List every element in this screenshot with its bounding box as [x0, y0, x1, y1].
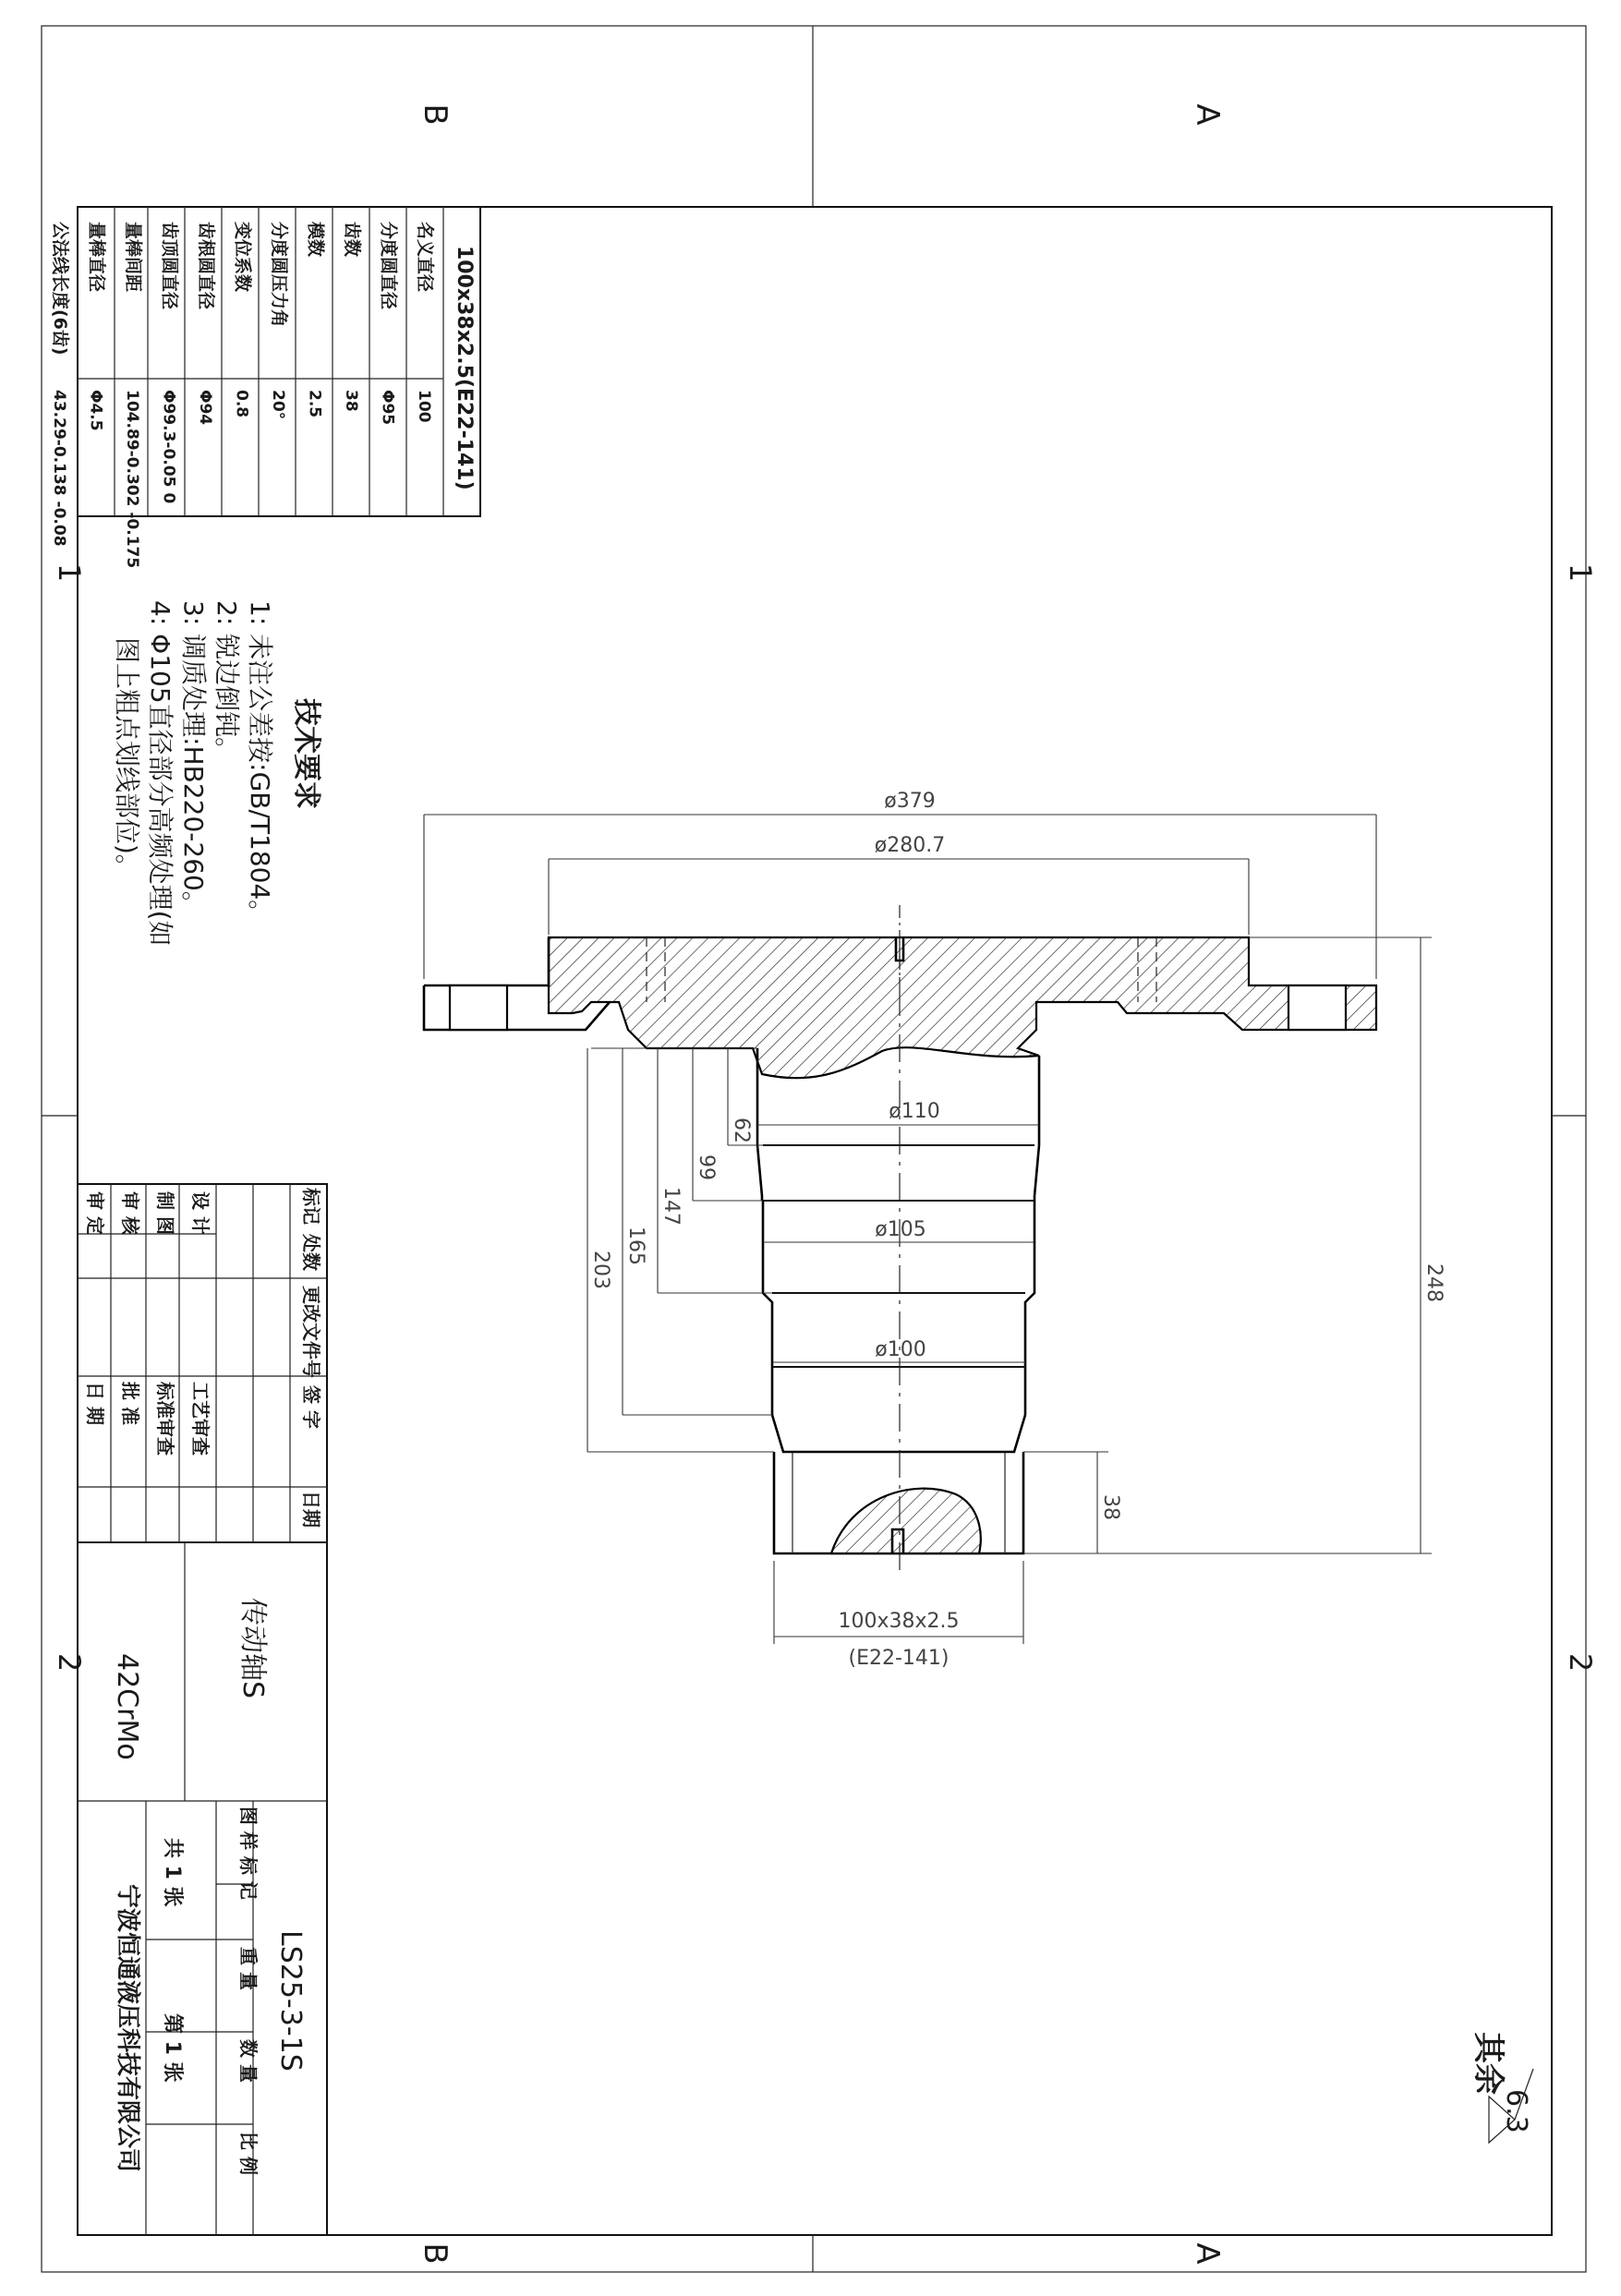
- dim-dia-105: ø105: [875, 1218, 926, 1241]
- tech-req-item: 1: 未注公差按:GB/T1804。: [245, 600, 275, 926]
- drawing-number: LS25-3-1S: [274, 1930, 307, 2072]
- dim-dia-280: ø280.7: [874, 834, 946, 857]
- gear-row-value: 100: [415, 390, 433, 423]
- tech-req-item: 3: 调质处理:HB220-260。: [178, 600, 209, 917]
- surface-finish-value: 6.3: [1500, 2089, 1532, 2133]
- zone-b-top: B: [417, 103, 454, 126]
- dim-len-62: 62: [730, 1118, 753, 1143]
- role2-label: 工艺审查: [189, 1382, 212, 1456]
- gear-row-value: Φ4.5: [86, 390, 105, 431]
- surface-finish-note: [1470, 2032, 1533, 2143]
- property-header: 重 量: [237, 1947, 260, 1990]
- tech-req-item: 4: Φ105直径部分高频处理(如: [145, 600, 175, 947]
- revision-block: [78, 1184, 327, 1542]
- gear-row-value: 20°: [269, 390, 287, 420]
- gear-row-label: 量棒间距: [123, 222, 143, 293]
- gear-row-label: 分度圆压力角: [269, 222, 289, 328]
- dim-spline-2: (E22-141): [848, 1647, 950, 1670]
- dim-dia-110: ø110: [889, 1100, 940, 1123]
- gear-row-label: 量棒直径: [86, 222, 107, 293]
- gear-row-value: 38: [342, 390, 360, 412]
- dim-len-38: 38: [1099, 1494, 1122, 1520]
- gear-row-label: 齿根圆直径: [196, 222, 216, 310]
- sheet-number: 第 1 张: [161, 2013, 184, 2083]
- gear-row-label: 变位系数: [232, 222, 253, 293]
- rev-header: 日期: [300, 1491, 322, 1528]
- rev-header: 处数: [300, 1234, 322, 1271]
- zone-b-bottom: B: [417, 2242, 454, 2265]
- rev-header: 标记: [300, 1188, 322, 1225]
- gear-row-label: 齿数: [342, 222, 362, 258]
- tech-req-heading: 技术要求: [290, 698, 322, 809]
- zone-1-left: 1: [52, 562, 87, 583]
- gear-row-label: 齿顶圆直径: [159, 222, 180, 310]
- outer-border: [42, 26, 1586, 2272]
- part-section-view: [424, 790, 1446, 1670]
- surface-finish-label: 其余: [1470, 2032, 1506, 2095]
- company-name: 宁波恒通液压科技有限公司: [114, 1884, 141, 2173]
- dim-dia-100: ø100: [875, 1338, 926, 1361]
- role-label: 设 计: [189, 1191, 212, 1235]
- role2-label: 日 期: [84, 1382, 106, 1425]
- title-block: [78, 1542, 327, 2235]
- dim-len-248: 248: [1422, 1263, 1446, 1302]
- gear-table-title: 100x38x2.5(E22-141): [453, 246, 476, 490]
- zone-a-bottom: A: [1189, 2242, 1226, 2265]
- flange-section: [549, 937, 1376, 1078]
- gear-row-value: 43.29-0.138 -0.08: [50, 390, 68, 547]
- dim-dia-379: ø379: [884, 790, 936, 813]
- rev-header: 更改文件号: [300, 1286, 322, 1378]
- gear-row-label: 分度圆直径: [378, 222, 399, 310]
- dim-spline-1: 100x38x2.5: [838, 1610, 960, 1633]
- property-header: 图 样 标 记: [237, 1807, 260, 1900]
- gear-data-table: [50, 207, 480, 568]
- role2-label: 批 准: [119, 1382, 141, 1425]
- dim-len-147: 147: [659, 1187, 683, 1226]
- gear-row-value: 2.5: [305, 390, 324, 418]
- left-bolt-hole: [450, 985, 507, 1030]
- rev-header: 签 字: [300, 1385, 322, 1429]
- tech-req-item: 2: 锐边倒钝。: [212, 600, 242, 764]
- dim-len-99: 99: [695, 1154, 718, 1180]
- dim-len-165: 165: [624, 1227, 647, 1265]
- gear-row-value: Φ95: [378, 390, 397, 426]
- technical-requirements: [112, 600, 322, 947]
- part-name: 传动轴S: [236, 1598, 269, 1699]
- material: 42CrMo: [111, 1653, 143, 1760]
- sheets-total: 共 1 张: [161, 1838, 184, 1907]
- gear-row-value: Φ94: [196, 390, 214, 426]
- tech-req-item: 图上粗点划线部位)。: [112, 637, 142, 880]
- property-header: 比 例: [237, 2132, 260, 2175]
- role2-label: 标准审查: [154, 1382, 176, 1456]
- gear-row-label: 模数: [305, 222, 326, 258]
- role-label: 制 图: [154, 1191, 176, 1235]
- role-label: 审 定: [84, 1191, 106, 1235]
- gear-row-label: 名义直径: [415, 222, 435, 293]
- right-bolt-hole: [1288, 985, 1346, 1030]
- gear-row-value: 104.89-0.302 -0.175: [123, 390, 141, 569]
- property-header: 数 量: [237, 2039, 260, 2083]
- zone-a-top: A: [1189, 103, 1226, 126]
- gear-row-value: 0.8: [232, 390, 251, 418]
- zone-2-right: 2: [1563, 1652, 1598, 1673]
- gear-row-label: 公法线长度(6齿): [50, 222, 70, 356]
- zone-2-left: 2: [52, 1652, 87, 1673]
- zone-1-right: 1: [1563, 562, 1598, 583]
- dim-len-203: 203: [589, 1251, 612, 1289]
- gear-row-value: Φ99.3-0.05 0: [159, 390, 178, 504]
- role-label: 审 核: [119, 1191, 141, 1235]
